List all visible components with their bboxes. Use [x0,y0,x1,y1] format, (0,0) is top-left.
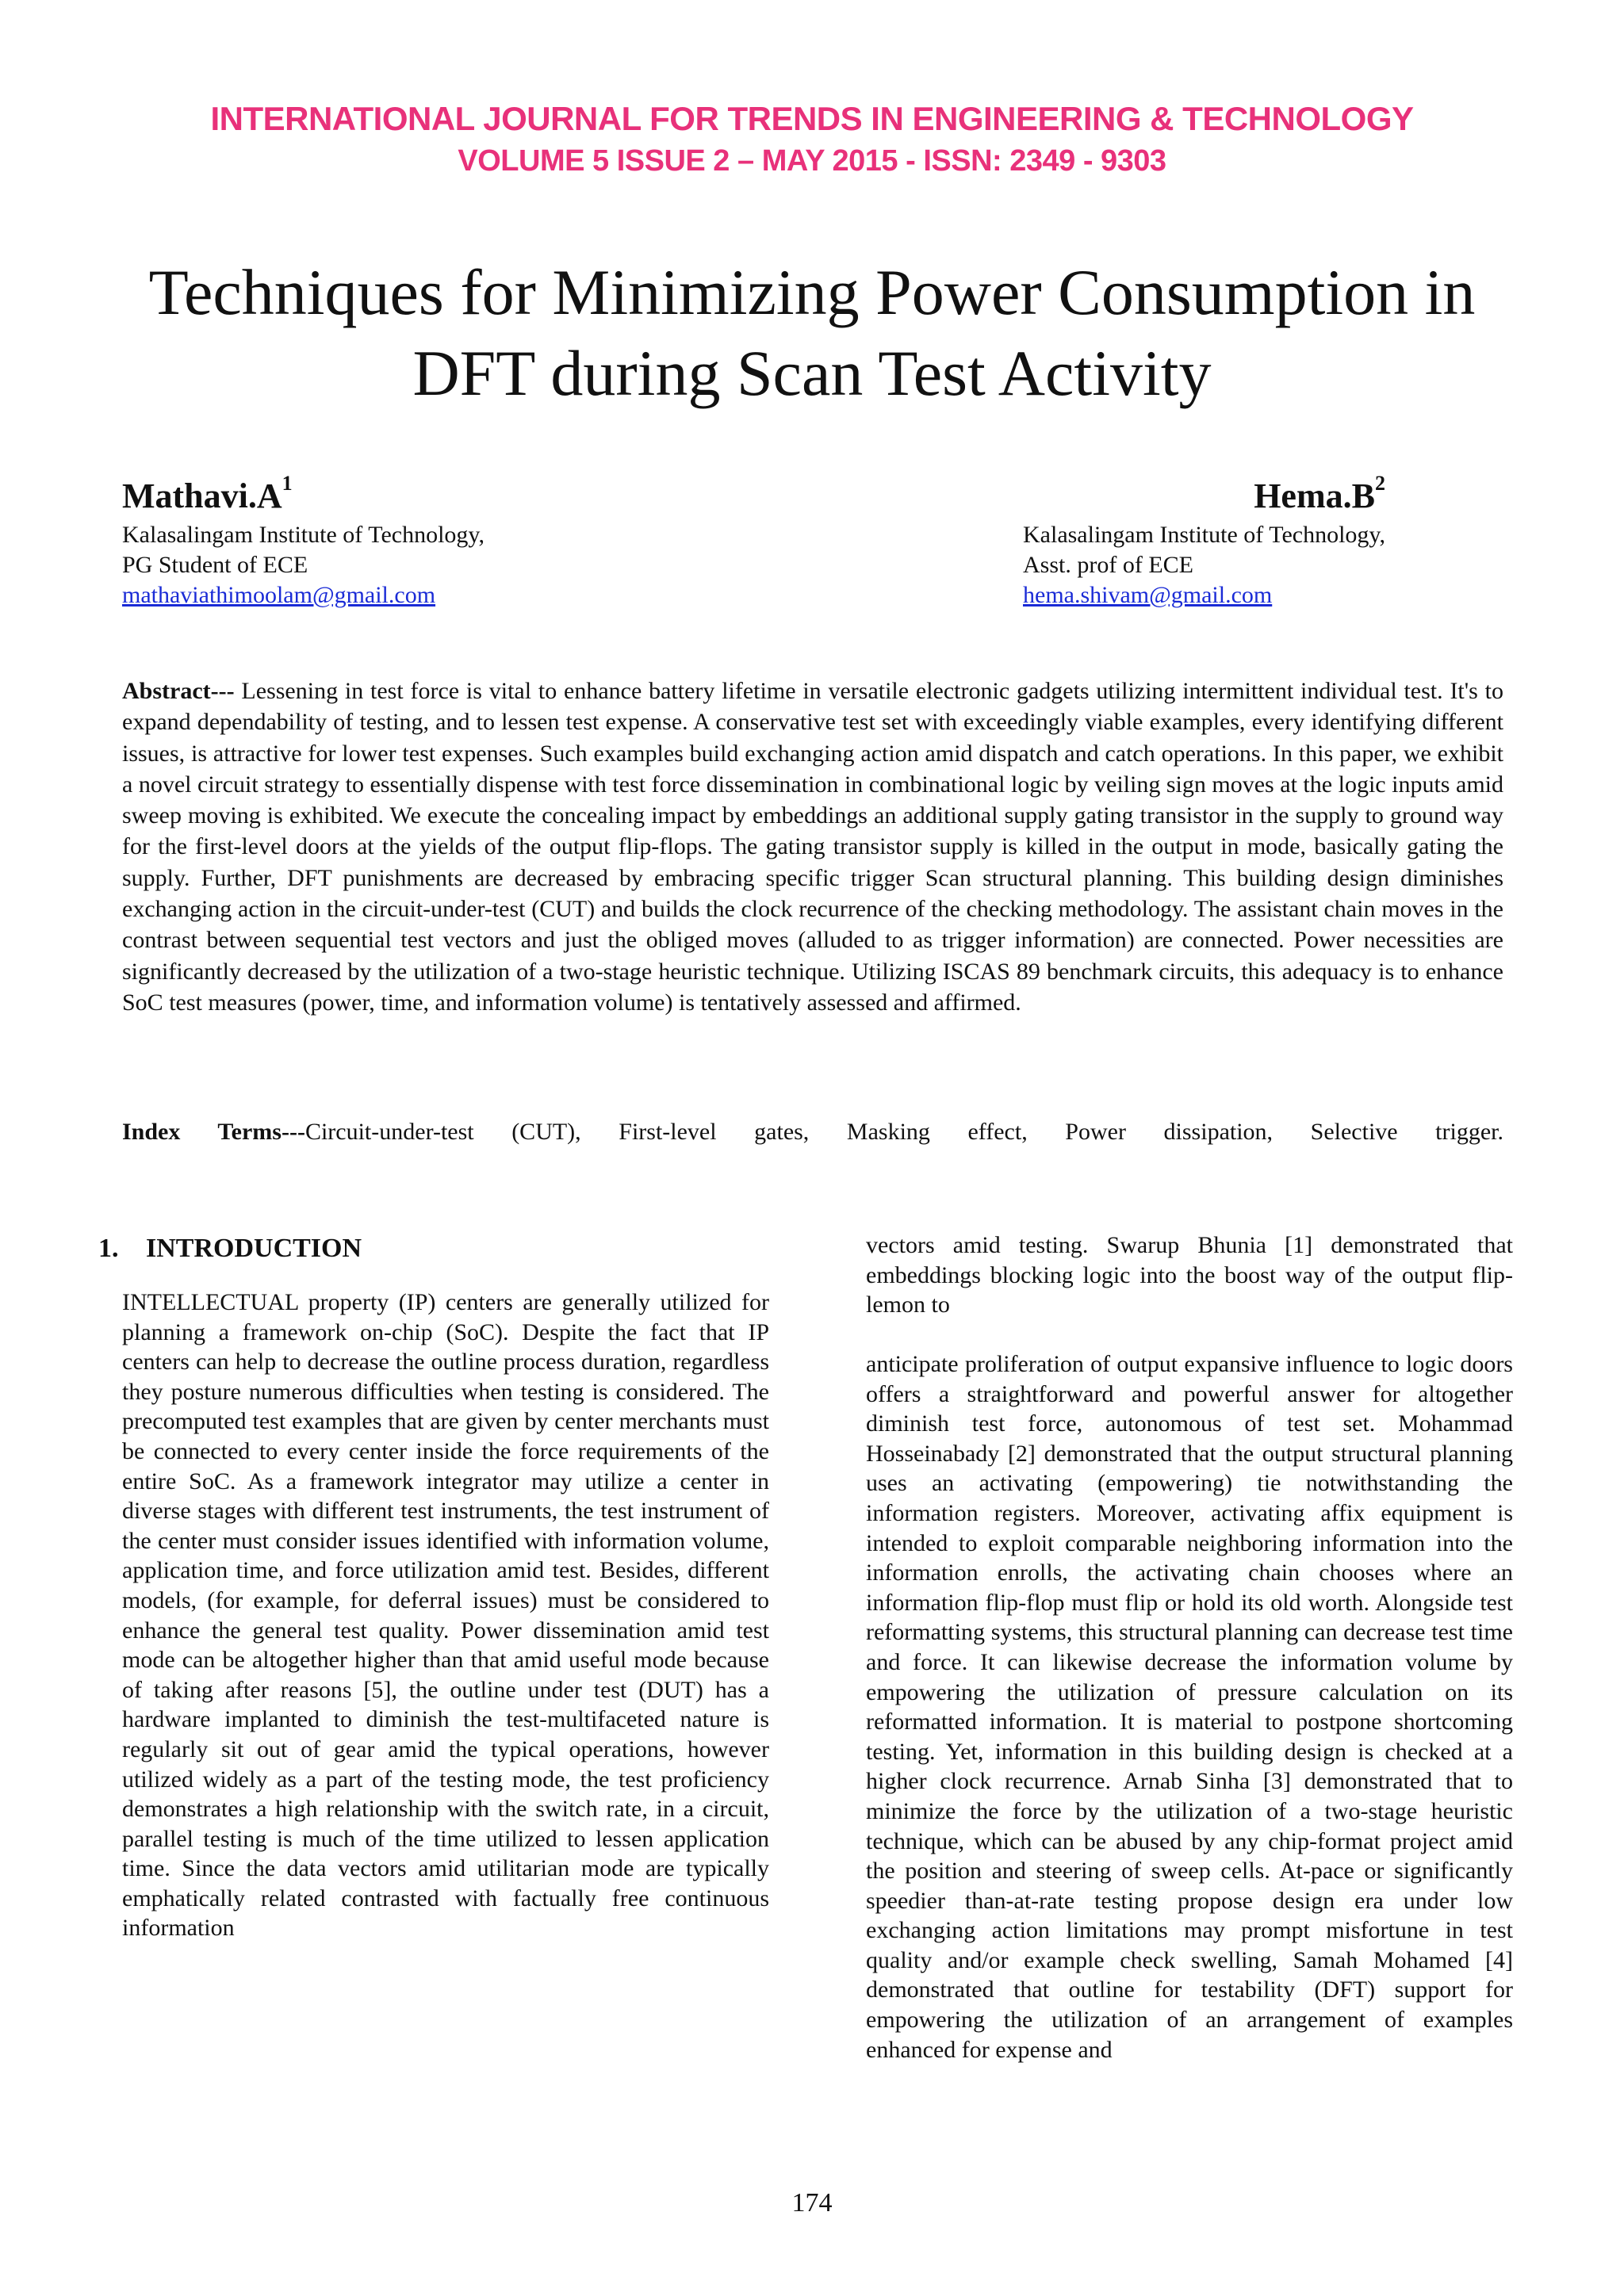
author-email-link[interactable]: hema.shivam@gmail.com [1023,582,1273,608]
author-superscript: 1 [282,472,293,495]
author-block-1 [122,473,485,610]
index-terms-label: Index Terms--- [122,1119,305,1145]
title-line-2: DFT during Scan Test Activity [412,337,1212,409]
author-institute: Kalasalingam Institute of Technology, [1023,522,1385,548]
author-superscript: 2 [1374,472,1385,495]
index-terms-text: Circuit-under-test (CUT), First-level gates, Masking effect, Power dissipation, Selective trigger. [304,1119,1503,1145]
abstract-text: Lessening in test force is vital to enhance battery lifetime in versatile electronic gadgets utilizing intermittent individual test. It's to expand dependability of testing, and to lessen test expense. A conservative test set with exceedingly viable examples, every identifying different issues, is attractive for lower test expenses. Such examples build exchanging action amid dispatch and catch operations. In this paper, we exhibit a novel circuit strategy to essentially dispense with test force dissemination in combinational logic by veiling sign moves at the logic inputs amid sweep moving is exhibited. We execute the concealing impact by embeddings an additional supply gating transistor in the supply to ground way for the first-level doors at the yields of the output flip-flops. The gating transistor supply is killed in the output in mode, basically gating the supply. Further, DFT punishments are decreased by embracing specific trigger Scan structural planning. This building design diminishes exchanging action in the circuit-under-test (CUT) and builds the clock recurrence of the checking methodology. The assistant chain moves in the contrast between sequential test vectors and just the obliged moves (alluded to as trigger information) are connected. Power necessities are significantly decreased by the utilization of a two-stage heuristic technique. Utilizing ISCAS 89 benchmark circuits, this adequacy is to enhance SoC test measures (power, time, and information volume) is tentatively assessed and affirmed. [122,678,1503,1016]
abstract-label: Abstract--- [122,678,235,704]
index-terms [122,1116,1503,1148]
author-block-2 [1023,473,1385,610]
column-right-bottom [866,1349,1513,2064]
author-institute: Kalasalingam Institute of Technology, [122,522,485,548]
column-right-top [866,1230,1513,1320]
section-number: 1. [98,1234,119,1263]
author-role: PG Student of ECE [122,552,308,578]
section-heading [98,1234,362,1264]
paragraph: anticipate proliferation of output expansive influence to logic doors offers a straightforward and powerful answer for altogether diminish test force, autonomous of test set. Mohammad Hosseinabady [2] demonstrated that the output structural planning uses an activating (empowering) tie notwithstanding the information registers. Moreover, activating affix equipment is intended to exploit comparable neighboring information into the information enrolls, the activating chain chooses where an information flip-flop must flip or hold its old worth. Alongside test reformatting systems, this structural planning can decrease test time and force. It can likewise decrease the information volume by empowering the utilization of pressure calculation on its reformatted information. It is material to postpone shortcoming testing. Yet, information in this building design is checked at a higher clock recurrence. Arnab Sinha [3] demonstrated that to minimize the force by the utilization of a two-stage heuristic technique, which can be abused by any chip-format project amid the position and steering of sweep cells. At-pace or significantly speedier than-at-rate testing propose design era under low exchanging action limitations may prompt misfortune in test quality and/or example check swelling, Samah Mohamed [4] demonstrated that outline for testability (DFT) support for empowering the utilization of an arrangement of examples enhanced for expense and [866,1351,1513,2063]
author-role: Asst. prof of ECE [1023,552,1193,578]
column-left [122,1288,769,1943]
paragraph: INTELLECTUAL property (IP) centers are generally utilized for planning a framework on-chip (SoC). Despite the fact that IP centers can help to decrease the outline process duration, regardless they posture numerous difficulties when testing is considered. The precomputed test examples that are given by center merchants must be connected to every center inside the force requirements of the entire SoC. As a framework integrator may utilize a center in diverse stages with different test instruments, the test instrument of the center must consider issues identified with information volume, application time, and force utilization amid test. Besides, different models, (for example, for deferral issues) must be considered to enhance the general test quality. Power dissemination amid test mode can be altogether higher than that amid useful mode because of taking after reasons [5], the outline under test (DUT) has a hardware implanted to diminish the test-multifaceted nature is regularly sit out of gear amid the typical operations, however utilized widely as a part of the testing mode, the test proficiency demonstrates a high relationship with the switch rate, in a circuit, parallel testing is much of the time utilized to lessen application time. Since the data vectors amid utilitarian mode are typically emphatically related contrasted with factually free continuous information [122,1289,769,1942]
page-number: 174 [791,2188,833,2218]
author-name: $Hema.B^2$ [1254,472,1385,515]
author-email-link[interactable]: mathaviathimoolam@gmail.com [122,582,436,608]
paragraph: vectors amid testing. Swarup Bhunia [1] demonstrated that embeddings blocking logic into the boost way of the output flip-lemon to [866,1232,1513,1318]
journal-name: INTERNATIONAL JOURNAL FOR TRENDS IN ENGINEERING & TECHNOLOGY [210,100,1414,137]
journal-issue: VOLUME 5 ISSUE 2 – MAY 2015 - ISSN: 2349 - 9303 [458,144,1166,178]
abstract [122,675,1503,1018]
paper-title [0,252,1624,414]
section-title: INTRODUCTION [146,1234,362,1263]
author-name: $Mathavi.A^1$ [122,472,293,515]
title-line-1: Techniques for Minimizing Power Consumption in [148,256,1476,328]
